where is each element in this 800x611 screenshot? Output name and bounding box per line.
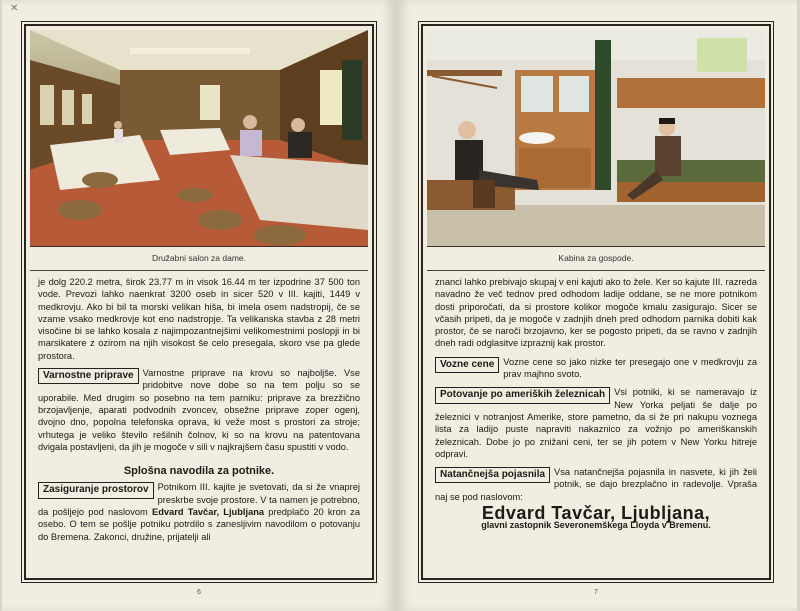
page-number: 7	[594, 589, 598, 596]
railways-section	[435, 386, 757, 460]
left-page	[2, 0, 394, 611]
agent-title: glavni zastopnik Severonemškega Lloyda v Bremenu.	[481, 520, 711, 531]
divider	[30, 270, 368, 271]
page-number: 6	[197, 589, 201, 596]
photo-caption: Družabni salon za dame.	[151, 253, 247, 263]
left-page-frame	[24, 24, 374, 596]
left-body-text	[38, 276, 360, 543]
info-section	[435, 466, 757, 503]
paragraph: je dolg 220.2 metra, širok 23.77 m in visok 16.44 m ter izpodrine 37 500 ton vode. Prevozi lahko naenkrat 3200 oseb in sicer 520 v III. kajiti, 1449 v medkrovju. Ako bi bil ta morski velikan hiša, bi imela osem nadstropij, če se vzame vsako medkrovje kot eno nadstropje. Ta velikanska stavba z 28 metri visočine bi se lahko kosala z najimpozantnejšimi velikomestnimi poslopji in bi marsikatere z ozirom na njih visokost še celo presegala, skoro vse pa glede prostora.	[38, 277, 360, 361]
gentlemen-cabin-photo	[427, 30, 765, 247]
right-body-text	[435, 276, 757, 532]
paragraph: Vsa natančnejša pojasnila in nasvete, ki jih želi potnik, se dajo brezplačno in radevolje. Vpraša naj se pod naslovom:	[435, 467, 757, 502]
paragraph-part: Potnikom III. kajite je svetovati, da si že vnaprej preskrbe svoje prostore. V ta namen je potrebno, da pošljejo pod naslovom	[38, 482, 360, 518]
right-page-frame	[421, 24, 771, 596]
agent-signature: Edvard Tavčar, Ljubljana,	[481, 503, 711, 524]
ladies-salon-photo	[30, 30, 368, 247]
pencil-mark: ✕	[10, 3, 19, 14]
section-label-railways: Potovanje po ameriških železnicah	[435, 387, 610, 403]
agent-name-inline: Edvard Tavčar, Ljubljana	[152, 507, 265, 518]
fares-section	[435, 356, 757, 381]
section-heading: Splošna navodila za potnike.	[123, 465, 275, 478]
paragraph-part: predplačo 20 kron za osebo. O tem se pošlje potniku potrdilo s zanesljivim navodilom o potovanju do Bremena. Zakonci, družine, prijatelji ali	[38, 507, 360, 542]
section-label-reservation: Zasiguranje prostorov	[38, 482, 154, 498]
paragraph: Vozne cene so jako nizke ter presegajo one v medkrovju za prav majhno svoto.	[503, 356, 757, 380]
divider	[427, 270, 765, 271]
section-label-safety: Varnostne priprave	[38, 368, 139, 384]
safety-section	[38, 367, 360, 453]
reservation-section	[38, 481, 360, 542]
section-label-fares: Vozne cene	[435, 357, 499, 373]
right-page	[398, 0, 797, 611]
paragraph: znanci lahko prebivajo skupaj v eni kajuti ako to žele. Ker so kajute III. razreda navadno že več tednov pred odhodom ladije oddane, se ne more potnikom dosti priporočati, da si prostore kolikor mogoče kmalu zasigurajo. Sicer se včasih pripeti, da je mogoče v zadnjih dneh pred odhodom parnika dobiti kak prostor, če se naroči brzojavno, ker se pogosto pripeti, da se ravno v zadnjih dneh radi odglasitve izpraznij kak prostor.	[435, 277, 757, 349]
photo-caption: Kabina za gospode.	[558, 253, 634, 263]
section-label-info: Natančnejša pojasnila	[435, 467, 550, 483]
paragraph: Vsi potniki, ki se nameravajo iz New Yorka peljati še dalje po železnici v notranjost Amerike, store pametno, da si že pri nakupu voznega lista za ladijo puste napraviti nakaznico za vožnjo po ameriškanskih železnicah. Dobe jo po znižani ceni, ter se jih potem v New Yorku hitreje odpravi.	[435, 387, 757, 459]
paragraph: Varnostne priprave na krovu so najboljše. Vse pridobitve nove dobe so na tem polju so se uporabile. Med drugim so posebno na tem parniku: priprave za brezžično brzojavljenje, aparati podvodnih zvoncev, obsežne priprave zoper ogenj, dvojno dno, popolna telefonska oprava, ki veže most s prostori za stroje; vrhutega je veliko število rešilnih čolnov, ki so na krovu na patentovana dvigala postavljeni, da jih je mogoče v sili v najkrajšem času spustiti v vodo.	[38, 368, 360, 452]
